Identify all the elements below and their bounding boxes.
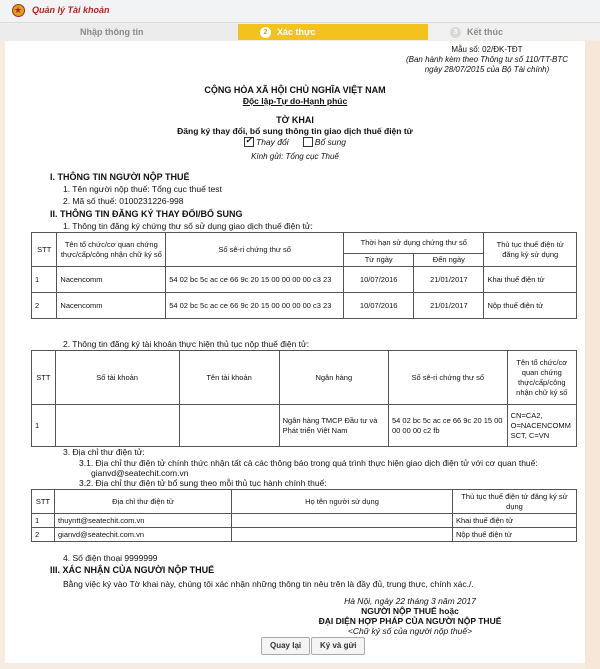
cell-serial: 54 02 bc 5c ac ce 66 9c 20 15 00 00 00 00 c2 fb — [388, 405, 507, 447]
cell-stt: 1 — [32, 405, 56, 447]
col-account-number: Số tài khoản — [55, 351, 179, 405]
form-issued-note: (Ban hành kèm theo Thông tư số 110/TT-BTC — [405, 55, 569, 64]
email-table — [31, 489, 577, 542]
cell-stt: 1 — [32, 267, 57, 293]
col-stt: STT — [32, 233, 57, 267]
cell-stt: 1 — [32, 514, 55, 528]
signer-note: <Chữ ký số của người nộp thuế> — [347, 626, 473, 636]
col-stt: STT — [32, 351, 56, 405]
step-2-active — [238, 24, 428, 40]
col-serial: Số sê-ri chứng thư số — [166, 233, 344, 267]
cell-serial: 54 02 bc 5c ac ce 66 9c 20 15 00 00 00 00 c3 23 — [166, 267, 344, 293]
cell-user-name — [232, 528, 453, 542]
change-type-options — [5, 137, 585, 148]
cell-account-number — [55, 405, 179, 447]
account-section-label: 2. Thông tin đăng ký tài khoản thực hiện thủ tục nộp thuế điện tử: — [63, 339, 310, 349]
country-name: CỘNG HÒA XÃ HỘI CHỦ NGHĨA VIỆT NAM — [204, 85, 386, 95]
table-row — [32, 293, 577, 319]
form-code: Mẫu số: 02/ĐK-TĐT — [451, 45, 523, 54]
main-email-value: gianvd@seatechit.com.vn — [91, 468, 189, 478]
col-org: Tên tổ chức/cơ quan chứng thực/cấp/công nhận chữ ký số — [507, 351, 576, 405]
cell-bank: Ngân hàng TMCP Đầu tư và Phát triển Việt Nam — [279, 405, 388, 447]
cell-to: 21/01/2017 — [414, 293, 484, 319]
col-org: Tên tổ chức/cơ quan chứng thực/cấp/công nhận chữ ký số — [57, 233, 166, 267]
cell-org: CN=CA2, O=NACENCOMM SCT, C=VN — [507, 405, 576, 447]
declaration-form — [5, 41, 585, 663]
col-from-date: Từ ngày — [344, 254, 414, 267]
national-emblem-icon — [12, 4, 25, 17]
account-table — [31, 350, 577, 447]
step-1 — [0, 24, 238, 40]
signature-block — [305, 596, 515, 636]
col-procedure: Thủ tục thuế điện tử đăng ký sử dụng — [484, 233, 577, 267]
table-row — [32, 267, 577, 293]
col-stt: STT — [32, 490, 55, 514]
col-to-date: Đến ngày — [414, 254, 484, 267]
side-margin — [585, 41, 600, 669]
form-subtitle: Đăng ký thay đổi, bổ sung thông tin giao dịch thuế điện tử — [177, 126, 413, 136]
signer-title-2: ĐẠI DIỆN HỢP PHÁP CỦA NGƯỜI NỘP THUẾ — [318, 616, 502, 626]
col-account-name: Tên tài khoản — [179, 351, 279, 405]
step-wizard — [0, 24, 600, 40]
cell-procedure: Khai thuế điện tử — [484, 267, 577, 293]
add-checkbox[interactable] — [303, 137, 313, 147]
section-1-heading: I. THÔNG TIN NGƯỜI NỘP THUẾ — [50, 172, 190, 182]
cell-serial: 54 02 bc 5c ac ce 66 9c 20 15 00 00 00 00 c3 23 — [166, 293, 344, 319]
cell-org: Nacencomm — [57, 293, 166, 319]
step-2-number: 2 — [260, 27, 271, 38]
step-3-number: 3 — [450, 27, 461, 38]
col-period: Thời hạn sử dụng chứng thư số — [344, 233, 484, 254]
step-1-label: Nhập thông tin — [80, 27, 144, 37]
cell-stt: 2 — [32, 293, 57, 319]
col-user-name: Họ tên người sử dụng — [232, 490, 453, 514]
cell-to: 21/01/2017 — [414, 267, 484, 293]
email-section-label: 3. Địa chỉ thư điện tử: — [63, 447, 145, 457]
section-3-heading: III. XÁC NHẬN CỦA NGƯỜI NỘP THUẾ — [50, 565, 215, 575]
date-place: Hà Nội, ngày 22 tháng 3 năm 2017 — [344, 596, 476, 606]
cell-procedure: Nộp thuế điện tử — [484, 293, 577, 319]
form-code-block — [395, 45, 579, 75]
cell-from: 10/07/2016 — [344, 267, 414, 293]
step-3 — [428, 24, 600, 40]
step-2-label: Xác thực — [277, 27, 316, 37]
national-motto: Độc lập-Tự do-Hạnh phúc — [242, 96, 348, 106]
col-procedure: Thủ tục thuế điện tử đăng ký sử dụng — [453, 490, 577, 514]
cell-email: gianvd@seatechit.com.vn — [55, 528, 232, 542]
back-button[interactable]: Quay lại — [261, 637, 310, 655]
table-row — [32, 405, 577, 447]
taxpayer-name: 1. Tên người nộp thuế: Tổng cục thuế test — [63, 184, 222, 194]
change-checkbox[interactable] — [244, 137, 254, 147]
sign-and-send-button[interactable]: Ký và gửi — [311, 637, 365, 655]
table-row — [32, 528, 577, 542]
cell-from: 10/07/2016 — [344, 293, 414, 319]
cell-stt: 2 — [32, 528, 55, 542]
extra-email-label: 3.2. Địa chỉ thư điện tử bổ sung theo mỗi thủ tục hành chính thuế: — [79, 478, 327, 488]
signer-title-1: NGƯỜI NỘP THUẾ hoặc — [361, 606, 459, 616]
add-option-label: Bổ sung — [314, 137, 346, 147]
form-issued-date: ngày 28/07/2015 của Bộ Tài chính) — [424, 65, 550, 74]
col-serial: Số sê-ri chứng thư số — [388, 351, 507, 405]
app-header — [0, 0, 600, 23]
step-3-label: Kết thúc — [467, 27, 503, 37]
app-title[interactable]: Quản lý Tài khoản — [32, 5, 110, 15]
cert-section-label: 1. Thông tin đăng ký chứng thư số sử dụng giao dịch thuế điện tử: — [63, 221, 313, 231]
cell-org: Nacencomm — [57, 267, 166, 293]
cell-user-name — [232, 514, 453, 528]
cell-procedure: Nộp thuế điện tử — [453, 528, 577, 542]
main-email-label: 3.1. Địa chỉ thư điện tử chính thức nhận tất cả các thông báo trong quá trình thực hiện giao dịch điện tử với cơ quan thuế: — [79, 458, 538, 468]
section-2-heading: II. THÔNG TIN ĐĂNG KÝ THAY ĐỔI/BỔ SUNG — [50, 209, 243, 219]
cell-email: thuyntt@seatechit.com.vn — [55, 514, 232, 528]
certificate-table — [31, 232, 577, 319]
cell-procedure: Khai thuế điện tử — [453, 514, 577, 528]
addressee: Kính gửi: Tổng cục Thuế — [251, 152, 339, 161]
change-option-label: Thay đổi — [256, 137, 289, 147]
form-title: TỜ KHAI — [276, 115, 314, 125]
col-email: Địa chỉ thư điện tử — [55, 490, 232, 514]
tax-id: 2. Mã số thuế: 0100231226-998 — [63, 196, 184, 206]
confirmation-text: Bằng việc ký vào Tờ khai này, chúng tôi xác nhận những thông tin nêu trên là đầy đủ, trung thực, chính xác./. — [63, 579, 474, 589]
cell-account-name — [179, 405, 279, 447]
table-row — [32, 514, 577, 528]
col-bank: Ngân hàng — [279, 351, 388, 405]
phone-number: 4. Số điện thoại 9999999 — [63, 553, 158, 563]
